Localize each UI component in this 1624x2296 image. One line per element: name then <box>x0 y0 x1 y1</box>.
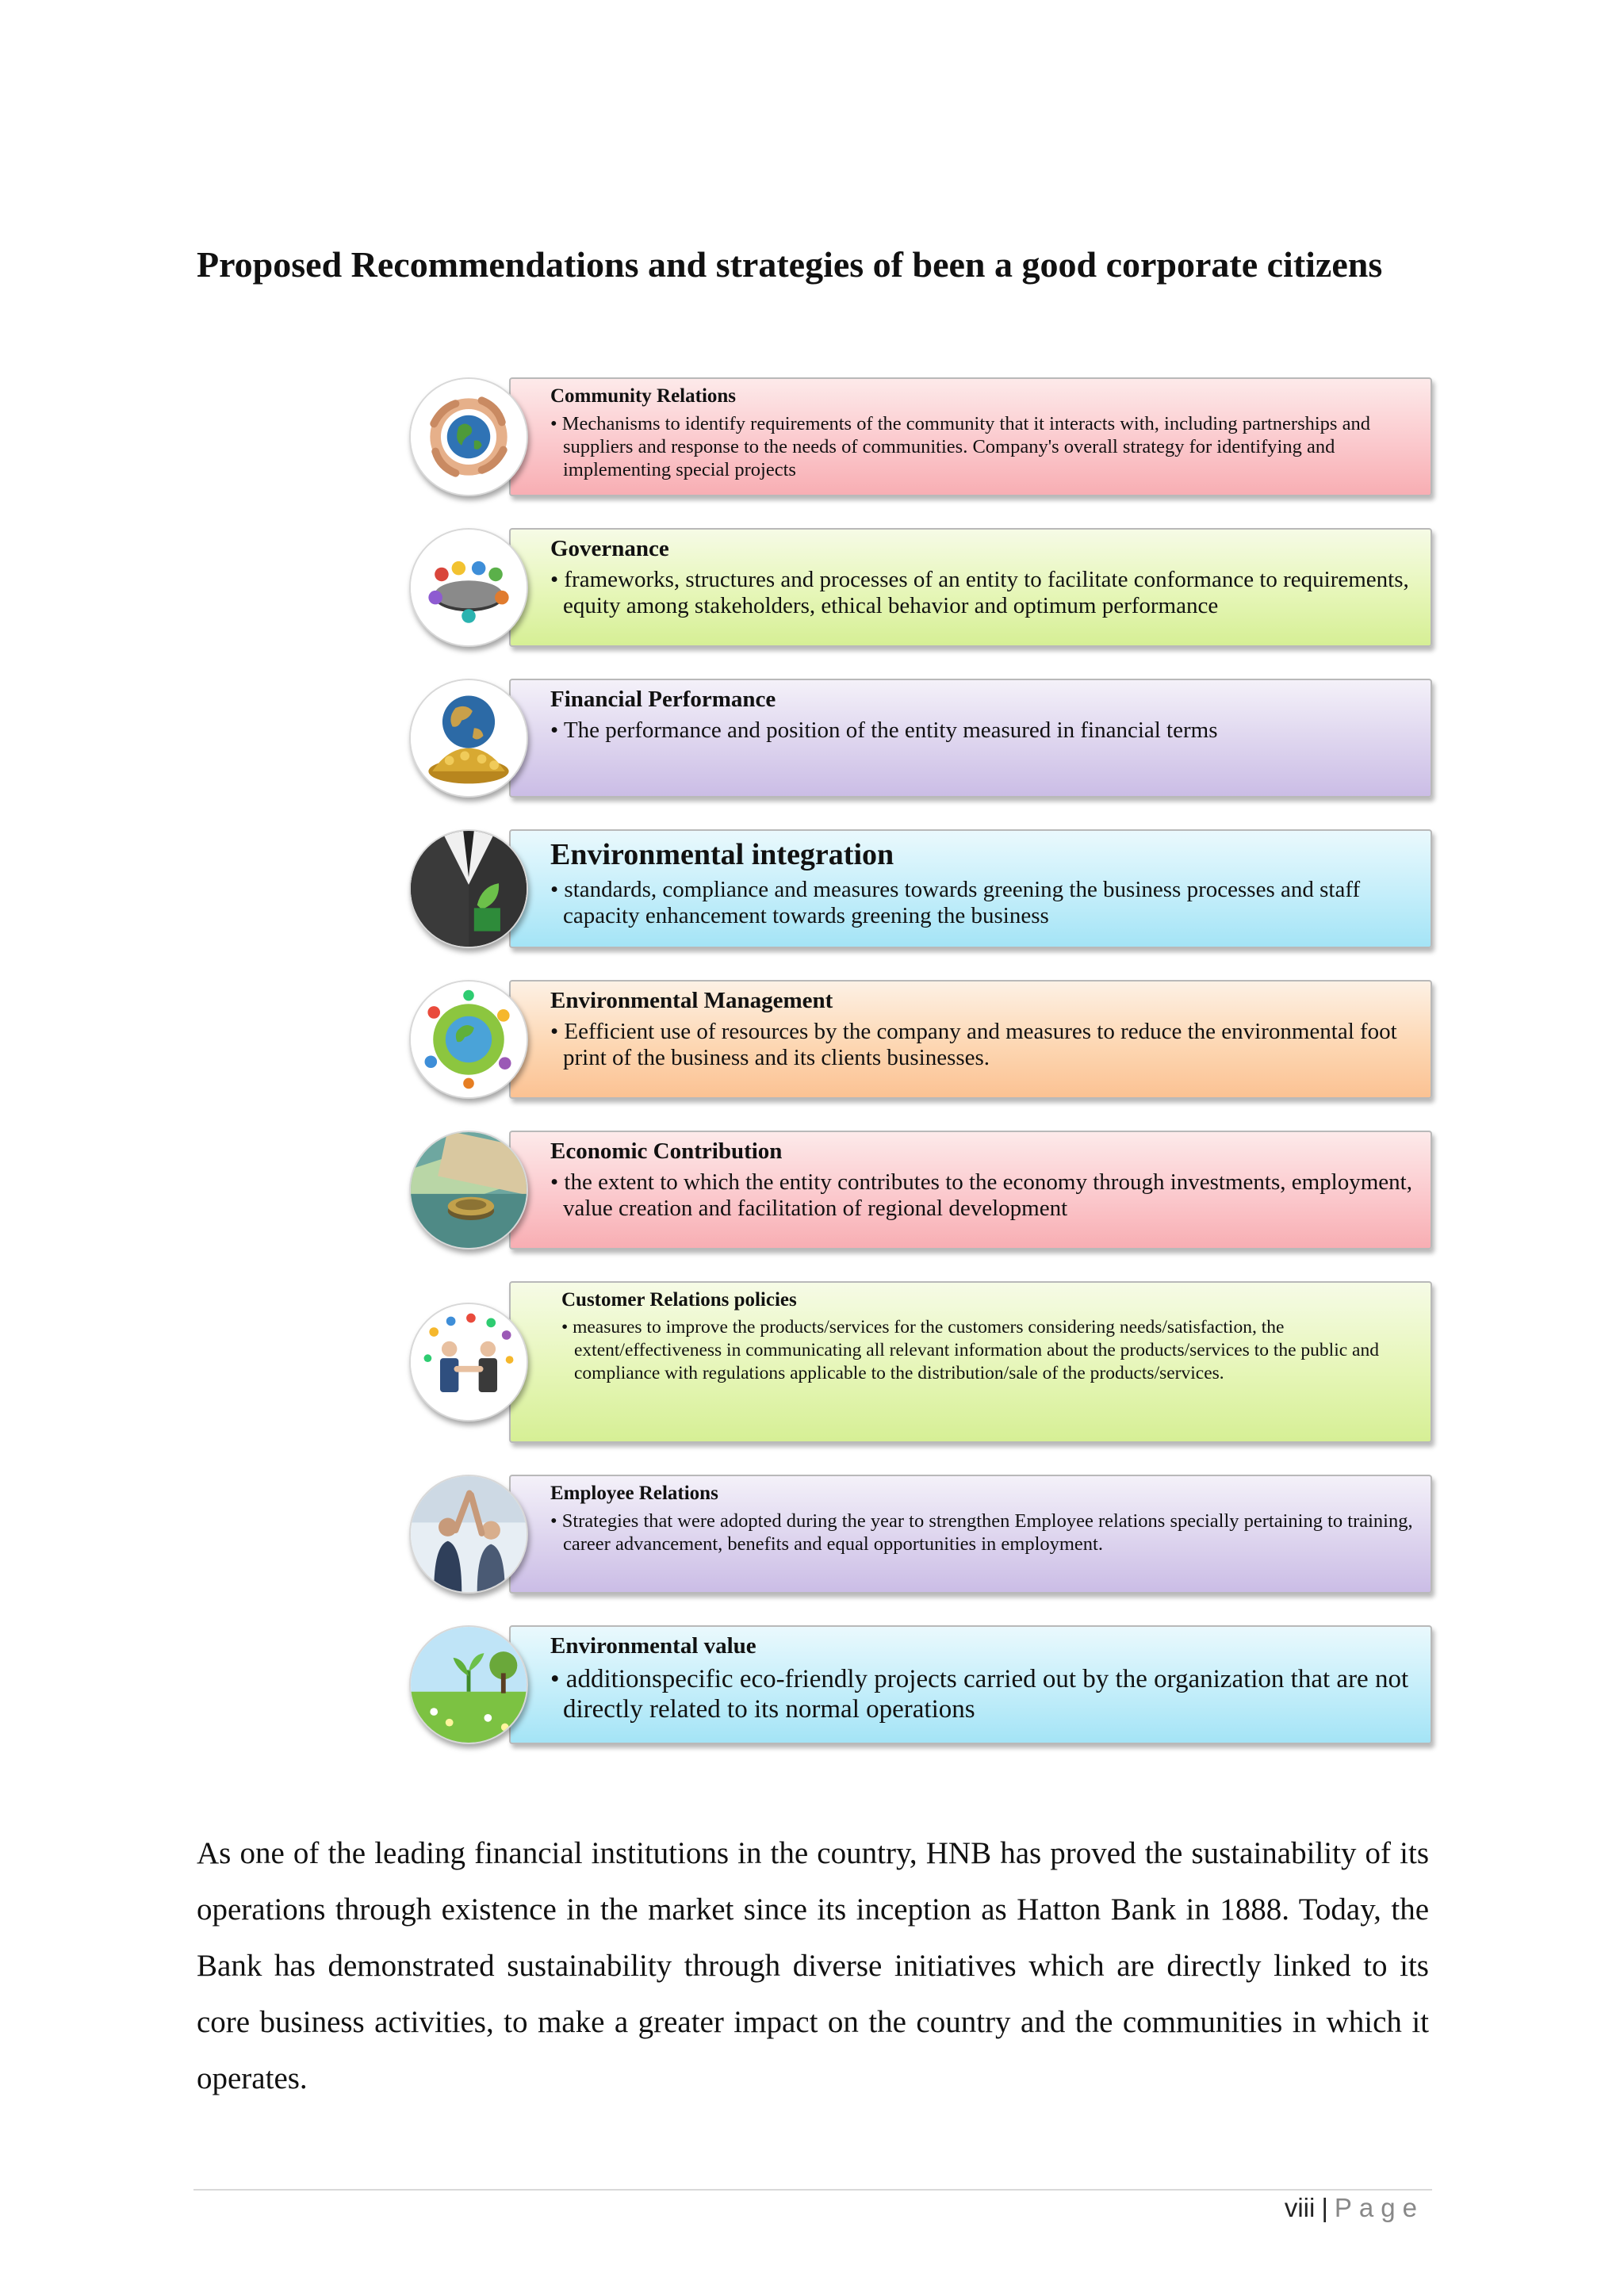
info-box <box>509 1475 1432 1594</box>
round-table-meeting-icon <box>409 528 528 647</box>
list-item-economic-contribution <box>409 1131 1432 1249</box>
item-heading: Governance <box>550 536 669 561</box>
item-heading: Customer Relations policies <box>561 1289 797 1311</box>
page-label: Page <box>1334 2193 1424 2222</box>
list-item-governance <box>409 528 1432 647</box>
info-box <box>509 1131 1432 1249</box>
list-item-environmental-value <box>409 1625 1432 1744</box>
item-description: • the extent to which the entity contributes to the economy through investments, employment, value creation and facilitation of regional development <box>550 1169 1412 1221</box>
info-box <box>509 679 1432 798</box>
item-description: • standards, compliance and measures towards greening the business processes and staff capacity enhancement towards greening the business <box>550 877 1361 928</box>
item-heading: Community Relations <box>550 385 737 407</box>
info-box <box>509 528 1432 647</box>
page-footer <box>1285 2193 1424 2223</box>
high-five-team-icon <box>409 1475 528 1594</box>
item-heading: Environmental Management <box>550 988 833 1013</box>
list-item-environmental-management <box>409 980 1432 1099</box>
item-description: • measures to improve the products/services for the customers considering needs/satisfaction, the extent/effectiveness in communicating all relevant information about the products/services to the public and compliance with regulations applicable to the distribution/sale of the products/services. <box>561 1317 1379 1383</box>
item-heading: Economic Contribution <box>550 1138 783 1164</box>
list-item-customer-relations-policies <box>409 1281 1432 1443</box>
green-field-sprout-icon <box>409 1625 528 1744</box>
footer-divider <box>193 2189 1432 2191</box>
list-item-community-relations <box>409 377 1432 496</box>
item-heading: Employee Relations <box>550 1483 718 1504</box>
business-handshake-icon <box>409 1303 528 1422</box>
info-box <box>509 829 1432 948</box>
page-title: Proposed Recommendations and strategies of been a good corporate citizens <box>197 244 1383 285</box>
item-heading: Environmental integration <box>550 838 894 871</box>
page-number: viii <box>1284 2193 1316 2222</box>
item-description: • additionspecific eco-friendly projects carried out by the organization that are not directly related to its normal operations <box>550 1665 1409 1724</box>
money-coins-icon <box>409 1131 528 1249</box>
list-item-environmental-integration <box>409 829 1432 948</box>
suit-with-leaf-icon <box>409 829 528 948</box>
item-description: • Strategies that were adopted during the year to strengthen Employee relations specially pertaining to training, career advancement, benefits and equal opportunities in employment. <box>550 1510 1413 1555</box>
item-heading: Financial Performance <box>550 687 776 712</box>
item-description: • frameworks, structures and processes of an entity to facilitate conformance to requirements, equity among stakeholders, ethical behavior and optimum performance <box>550 567 1409 618</box>
info-box <box>509 377 1432 496</box>
info-box <box>509 980 1432 1099</box>
item-description: • Eefficient use of resources by the company and measures to reduce the environmental foot print of the business and its clients businesses. <box>550 1019 1397 1070</box>
hands-around-globe-icon <box>409 377 528 496</box>
info-box <box>509 1625 1432 1744</box>
list-item-employee-relations <box>409 1475 1432 1594</box>
green-earth-icon <box>409 980 528 1099</box>
globe-on-coins-icon <box>409 679 528 798</box>
item-description: • The performance and position of the entity measured in financial terms <box>550 718 1218 743</box>
info-box <box>509 1281 1432 1443</box>
item-description: • Mechanisms to identify requirements of the community that it interacts with, including partnerships and suppliers and response to the needs of communities. Company's overall strategy for identifying and implementing special projects <box>550 413 1370 480</box>
item-heading: Environmental value <box>550 1633 756 1659</box>
footer-separator: | <box>1321 2193 1328 2222</box>
body-paragraph: As one of the leading financial institutions in the country, HNB has proved the sustainability of its operations through existence in the market since its inception as Hatton Bank in 1888. Today, the Bank has demonstrated sustainability through diverse initiatives which are directly linked to its core business activities, to make a greater impact on the country and the communities in which it operates. <box>197 1836 1429 2095</box>
list-item-financial-performance <box>409 679 1432 798</box>
